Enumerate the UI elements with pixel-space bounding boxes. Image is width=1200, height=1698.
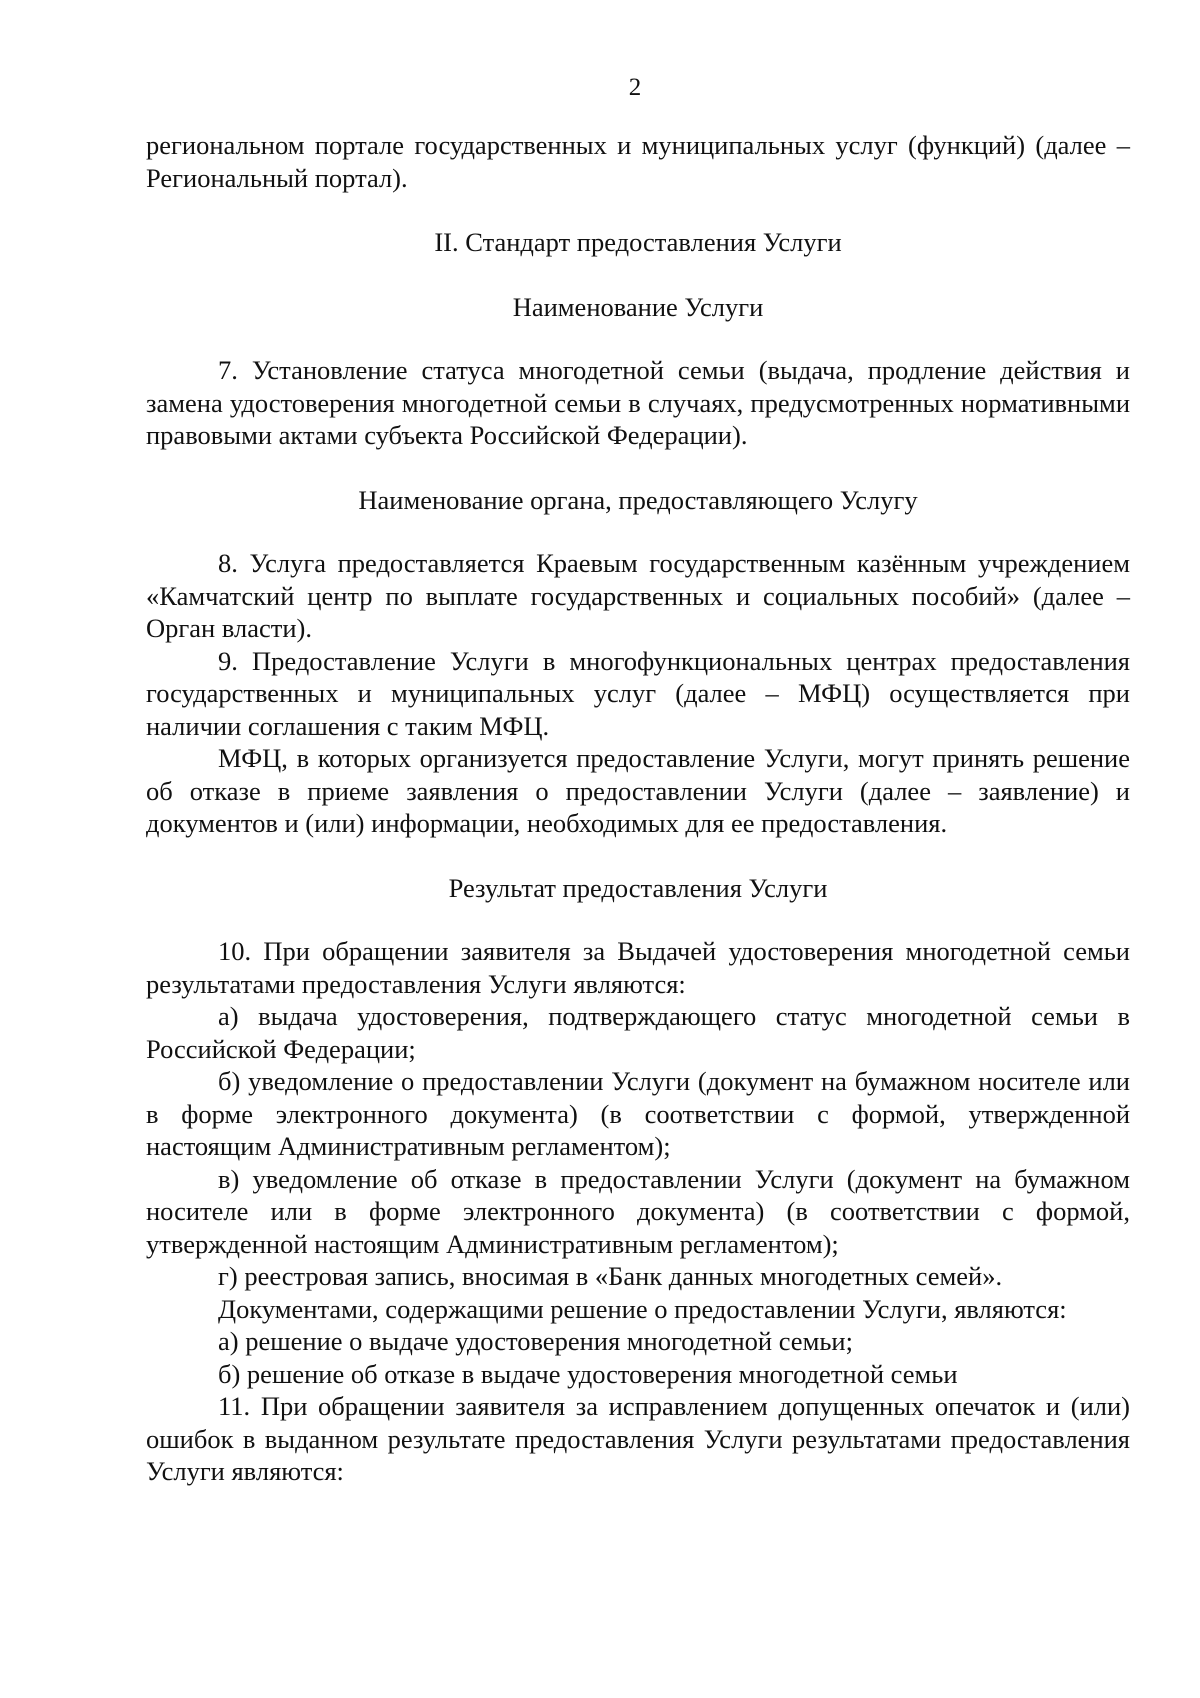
- paragraph-7: 7. Установление статуса многодетной семьи (выдача, продление действия и замена удостоверения многодетной семьи в случаях, предусмотренных нормативными правовыми актами субъекта Российской Федерации).: [146, 355, 1130, 450]
- paragraph-10-v: в) уведомление об отказе в предоставлении Услуги (документ на бумажном носителе или в форме электронного документа) (в соответствии с формой, утвержденной настоящим Административным регламентом);: [146, 1163, 1130, 1259]
- paragraph-10-a: а) выдача удостоверения, подтверждающего статус многодетной семьи в Российской Федерации;: [146, 1001, 1130, 1064]
- paragraph-docs-intro: Документами, содержащими решение о предоставлении Услуги, являются:: [218, 1293, 1067, 1324]
- paragraph-8: 8. Услуга предоставляется Краевым государственным казённым учреждением «Камчатский центр по выплате государственных и социальных пособий» (далее – Орган власти).: [146, 548, 1130, 643]
- paragraph-10-b: б) уведомление о предоставлении Услуги (документ на бумажном носителе или в форме электронного документа) (в соответствии с формой, утвержденной настоящим Административным регламентом);: [146, 1066, 1130, 1161]
- page-number: 2: [628, 74, 642, 101]
- document-body: [146, 129, 1130, 1488]
- heading-service-name: Наименование Услуги: [512, 291, 764, 322]
- paragraph-9: 9. Предоставление Услуги в многофункциональных центрах предоставления государственных и муниципальных услуг (далее – МФЦ) осуществляется при наличии соглашения с таким МФЦ.: [146, 645, 1130, 741]
- intro-paragraph: региональном портале государственных и муниципальных услуг (функций) (далее – Региональный портал).: [146, 130, 1130, 193]
- section-heading: II. Стандарт предоставления Услуги: [434, 227, 842, 257]
- heading-authority-name: Наименование органа, предоставляющего Услугу: [358, 484, 918, 515]
- heading-result: Результат предоставления Услуги: [448, 872, 828, 903]
- paragraph-docs-a: а) решение о выдаче удостоверения многодетной семьи;: [218, 1326, 853, 1356]
- paragraph-10: 10. При обращении заявителя за Выдачей удостоверения многодетной семьи результатами предоставления Услуги являются:: [146, 936, 1130, 999]
- paragraph-11: 11. При обращении заявителя за исправлением допущенных опечаток и (или) ошибок в выданном результате предоставления Услуги результатами предоставления Услуги являются:: [146, 1391, 1130, 1486]
- paragraph-9-mfc: МФЦ, в которых организуется предоставление Услуги, могут принять решение об отказе в приеме заявления о предоставлении Услуги (далее – заявление) и документов и (или) информации, необходимых для ее предоставления.: [146, 743, 1130, 838]
- paragraph-10-g: г) реестровая запись, вносимая в «Банк данных многодетных семей».: [218, 1261, 1003, 1291]
- paragraph-docs-b: б) решение об отказе в выдаче удостоверения многодетной семьи: [218, 1358, 958, 1389]
